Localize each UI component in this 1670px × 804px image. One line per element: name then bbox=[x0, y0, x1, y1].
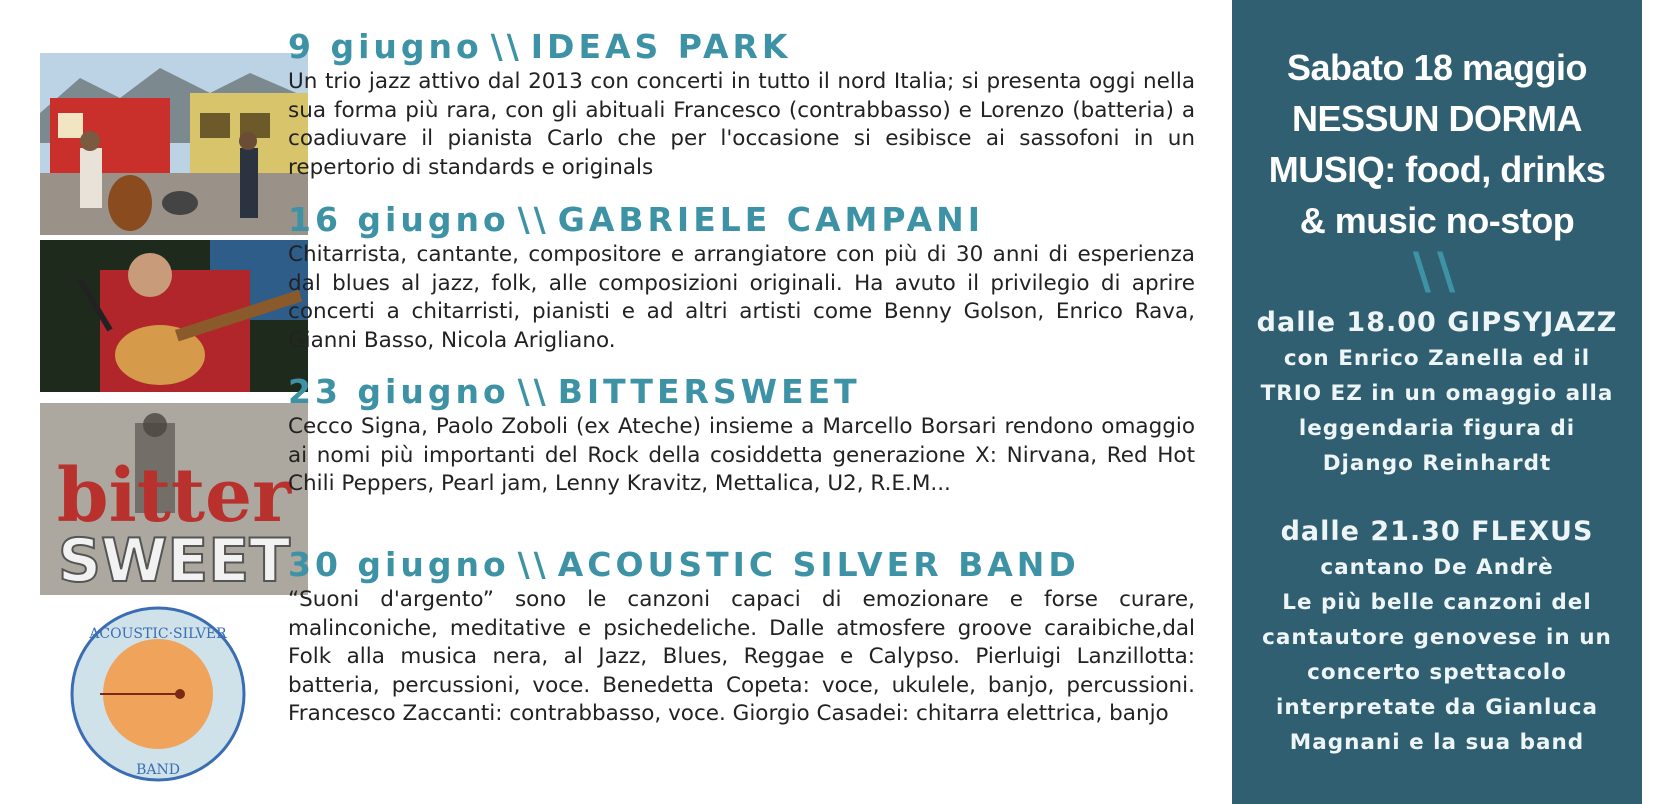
event-date: 23 giugno bbox=[288, 372, 510, 411]
sidebar-headline bbox=[1232, 42, 1642, 246]
event-name: ACOUSTIC SILVER BAND bbox=[557, 545, 1080, 584]
acoustic-logo-bottom: BAND bbox=[136, 762, 180, 778]
event-description: “Suoni d'argento” sono le canzoni capaci di emozionare e forse curare, malinconiche, meditative e psichedeliche. Dalle atmosfere groove caraibiche,dal Folk alla musica nera, al Jazz, Blues, Reggae e Calypso. Pierluigi Lanzillotta: batteria, percussioni, voce. Benedetta Copeta: voce, ukulele, banjo, percussioni. Francesco Zaccanti: contrabbasso, voce. Giorgio Casadei: chitarra elettrica, banjo bbox=[288, 587, 1195, 727]
headline-line: & music no-stop bbox=[1299, 200, 1575, 241]
headline-line: MUSIQ: food, drinks bbox=[1268, 149, 1606, 190]
event-separator: \\ bbox=[517, 200, 550, 239]
event-title bbox=[288, 28, 1195, 66]
block-line: cantautore genovese in un bbox=[1262, 625, 1612, 650]
block-line: Django Reinhardt bbox=[1322, 451, 1552, 476]
event-gabriele-campani bbox=[288, 201, 1195, 355]
headline-line: Sabato 18 maggio bbox=[1286, 47, 1588, 88]
event-name: GABRIELE CAMPANI bbox=[557, 200, 984, 239]
event-ideas-park bbox=[288, 28, 1195, 182]
event-separator: \\ bbox=[490, 27, 523, 66]
event-description: Chitarrista, cantante, compositore e arrangiatore con più di 30 anni di esperienza dal blues al jazz, folk, alle composizioni originali. Ha avuto il privilegio di aprire concerti a chitarristi, pianisti e ad altri artisti come Benny Golson, Enrico Rava, Gianni Basso, Nicola Arigliano. bbox=[288, 242, 1195, 353]
gabriele-campani-photo bbox=[40, 240, 308, 392]
bittersweet-logo-word1: bitter bbox=[56, 453, 292, 539]
ideas-park-photo bbox=[40, 53, 308, 235]
event-acoustic-silver-band bbox=[288, 546, 1195, 729]
block-line: TRIO EZ in un omaggio alla bbox=[1260, 381, 1614, 406]
sidebar-block-gipsyjazz bbox=[1232, 305, 1642, 481]
block-line: Le più belle canzoni del bbox=[1282, 590, 1592, 615]
block-line: concerto spettacolo bbox=[1307, 660, 1567, 685]
sidebar-block-flexus bbox=[1232, 514, 1642, 760]
block-line: leggendaria figura di bbox=[1298, 416, 1576, 441]
block-line: interpretate da Gianluca bbox=[1276, 695, 1598, 720]
block-line: cantano De Andrè bbox=[1320, 555, 1554, 580]
event-title bbox=[288, 373, 1195, 411]
block-lead: dalle 18.00 GIPSYJAZZ bbox=[1256, 307, 1618, 338]
event-separator: \\ bbox=[517, 372, 550, 411]
block-lead: dalle 21.30 FLEXUS bbox=[1280, 516, 1594, 547]
event-description: Un trio jazz attivo dal 2013 con concerti in tutto il nord Italia; si presenta oggi nella sua forma più rara, con gli abituali Francesco (contrabbasso) e Lorenzo (batteria) a coadiuvare il pianista Carlo che per l'occasione si esibisce ai sassofoni in un repertorio di standards e originals bbox=[288, 69, 1195, 180]
sidebar-separator: \\ bbox=[1412, 242, 1462, 300]
event-date: 16 giugno bbox=[288, 200, 510, 239]
event-title bbox=[288, 201, 1195, 239]
event-name: IDEAS PARK bbox=[530, 27, 792, 66]
event-separator: \\ bbox=[517, 545, 550, 584]
sidebar-panel bbox=[1232, 0, 1642, 804]
event-date: 9 giugno bbox=[288, 27, 483, 66]
event-name: BITTERSWEET bbox=[557, 372, 861, 411]
event-description: Cecco Signa, Paolo Zoboli (ex Ateche) insieme a Marcello Borsari rendono omaggio ai nomi più importanti del Rock della cosiddetta generazione X: Nirvana, Red Hot Chili Peppers, Pearl jam, Lenny Kravitz, Mettalica, U2, R.E.M... bbox=[288, 414, 1195, 497]
event-bittersweet bbox=[288, 373, 1195, 499]
block-line: Magnani e la sua band bbox=[1289, 730, 1585, 755]
block-line: con Enrico Zanella ed il bbox=[1283, 346, 1591, 371]
acoustic-silver-band-logo bbox=[40, 602, 308, 790]
event-title bbox=[288, 546, 1195, 584]
acoustic-logo-top: ACOUSTIC·SILVER bbox=[89, 626, 227, 642]
event-date: 30 giugno bbox=[288, 545, 510, 584]
bittersweet-logo bbox=[40, 403, 308, 595]
bittersweet-logo-word2: SWEET bbox=[57, 526, 291, 595]
headline-line: NESSUN DORMA bbox=[1291, 98, 1582, 139]
